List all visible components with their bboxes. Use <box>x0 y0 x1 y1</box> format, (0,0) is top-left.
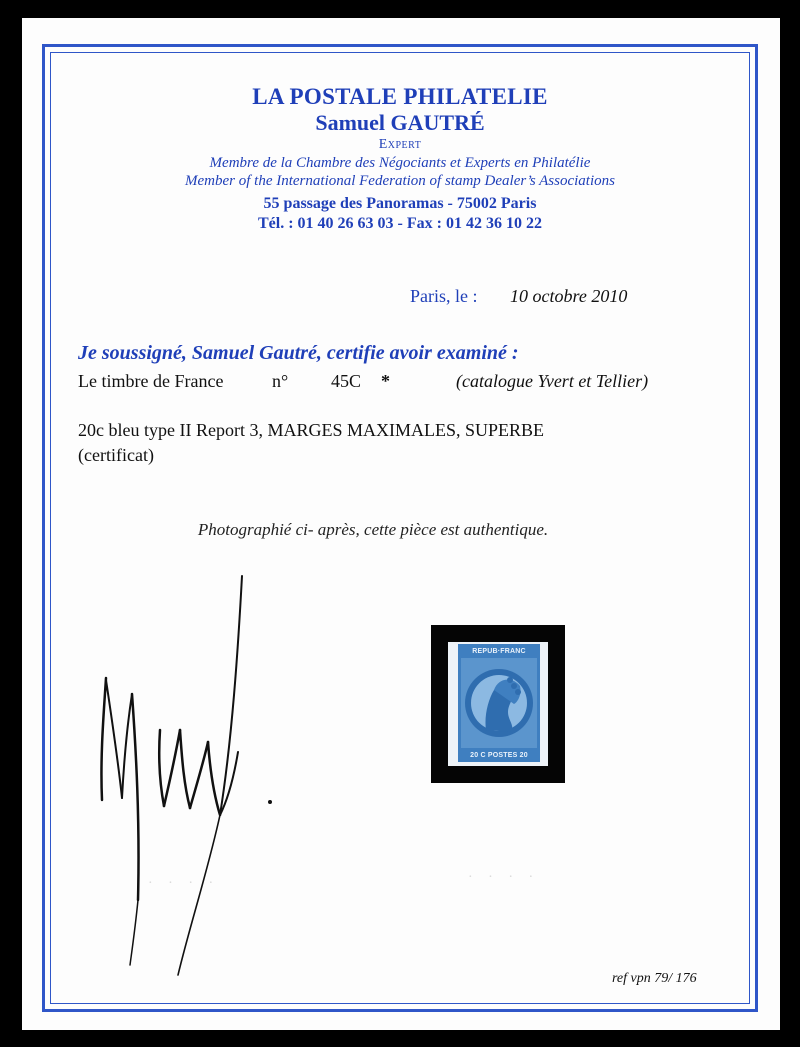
declaration-text: Je soussigné, Samuel Gautré, certifie avoir examiné : <box>78 342 519 364</box>
date-label: Paris, le : <box>410 286 478 306</box>
stamp-bottom-inscription: 20 C POSTES 20 <box>470 752 528 759</box>
catalogue-number: 45C <box>331 371 362 391</box>
signature-image <box>80 570 290 980</box>
stamp-top-inscription: REPUB·FRANC <box>472 648 526 655</box>
expert-name: Samuel GAUTRÉ <box>315 110 485 135</box>
expert-title: Expert <box>378 137 422 152</box>
reference-number: ref vpn 79/ 176 <box>612 971 697 986</box>
number-prefix: n° <box>272 371 289 391</box>
stamp-label: Le timbre de France <box>78 371 224 391</box>
date-value: 10 octobre 2010 <box>510 286 628 306</box>
stamp-description-note: (certificat) <box>78 445 154 465</box>
company-name: LA POSTALE PHILATELIE <box>252 84 548 109</box>
condition-mark: * <box>381 371 390 391</box>
stamp-image <box>448 642 548 766</box>
phone-fax: Tél. : 01 40 26 63 03 - Fax : 01 42 36 10 22 <box>258 215 542 232</box>
membership-french: Membre de la Chambre des Négociants et Experts en Philatélie <box>209 155 591 171</box>
membership-english: Member of the International Federation of stamp Dealer’s Associations <box>185 173 615 189</box>
ghost-watermark: · · · · <box>468 870 540 885</box>
ghost-watermark: · · · · <box>148 876 220 891</box>
business-address: 55 passage des Panoramas - 75002 Paris <box>263 195 537 212</box>
authenticity-statement: Photographié ci- après, cette pièce est authentique. <box>197 520 549 539</box>
catalogue-reference: (catalogue Yvert et Tellier) <box>456 371 649 391</box>
stamp-description: 20c bleu type II Report 3, MARGES MAXIMALES, SUPERBE <box>78 420 544 440</box>
